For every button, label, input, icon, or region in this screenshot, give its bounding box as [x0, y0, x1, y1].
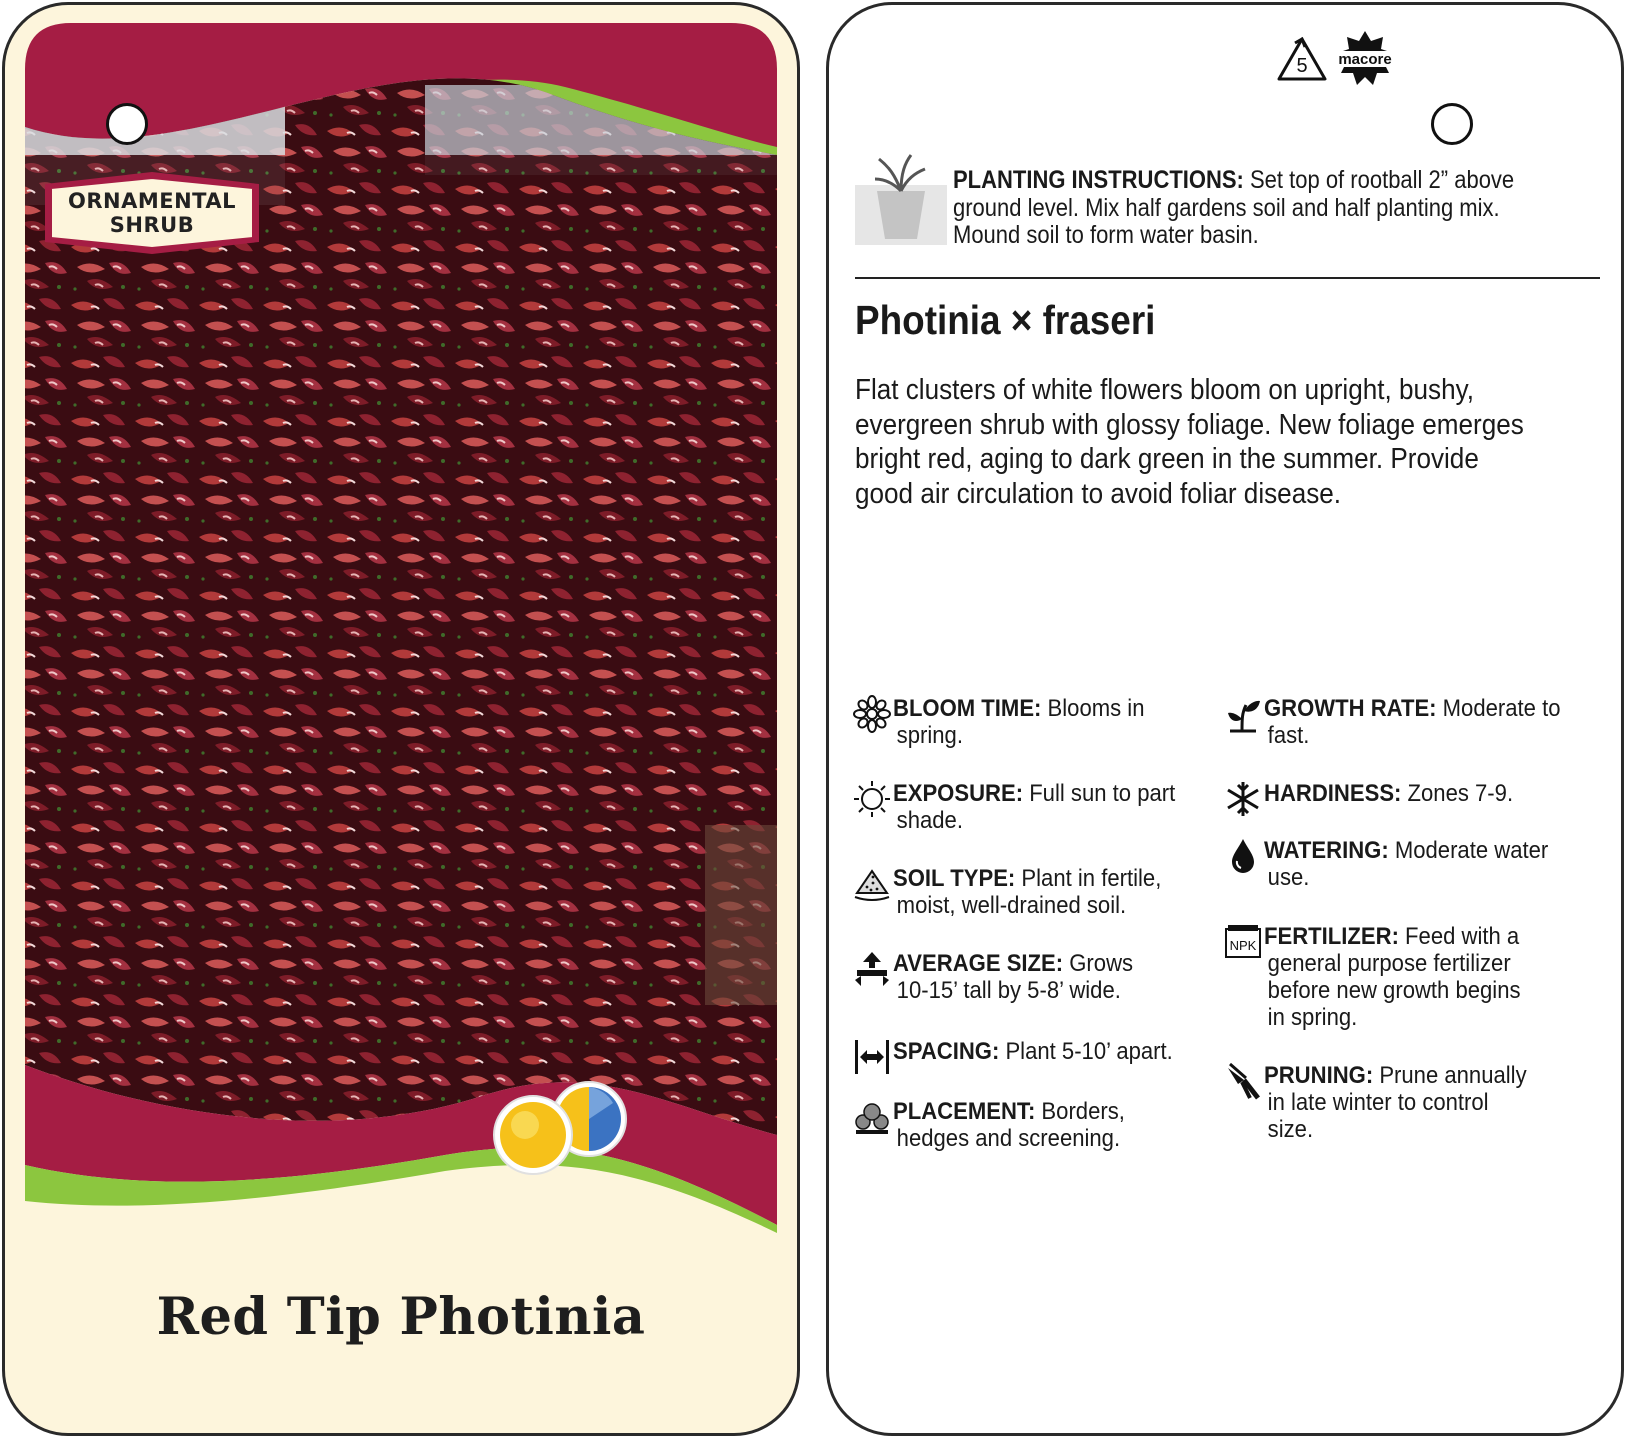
description-line: bright red, aging to dark green in the summer. Provide — [855, 443, 1479, 475]
fertilizer-value: Feed with a — [1398, 923, 1520, 950]
planting-line-2: ground level. Mix half gardens soil and half planting mix. — [953, 193, 1500, 222]
placement-label: PLACEMENT: — [893, 1098, 1036, 1125]
soil-type-value-cont: moist, well-drained soil. — [896, 892, 1127, 919]
hardiness-value: Zones 7-9. — [1401, 780, 1514, 807]
front-tag — [2, 2, 800, 1436]
badge-line-1: ORNAMENTAL — [68, 189, 236, 213]
fertilizer-value-cont: in spring. — [1267, 1004, 1358, 1031]
planting-line-3: Mound soil to form water basin. — [953, 221, 1259, 249]
hang-hole-front — [106, 103, 148, 145]
sun-outline-icon — [853, 780, 891, 818]
water-drop-icon — [1224, 837, 1262, 875]
description-line: evergreen shrub with glossy foliage. New foliage emerges — [855, 408, 1524, 441]
watering-value-cont: use. — [1267, 864, 1310, 891]
flower-icon — [853, 695, 891, 733]
npk-icon-text: NPK — [1229, 938, 1257, 953]
size-icon — [853, 950, 891, 988]
back-tag — [826, 2, 1624, 1436]
plant-common-name: Red Tip Photinia — [156, 1287, 646, 1347]
exposure-icons — [493, 1073, 633, 1181]
pruning-value-cont: in late winter to control — [1267, 1089, 1489, 1116]
scientific-name: Photinia × fraseri — [855, 297, 1156, 343]
bloom-time-value: Blooms in — [1041, 695, 1145, 722]
divider — [855, 277, 1600, 279]
snowflake-icon — [1224, 780, 1262, 818]
pruning-value-cont: size. — [1267, 1116, 1314, 1143]
bloom-time-label: BLOOM TIME: — [893, 695, 1042, 722]
sun-icon — [494, 1096, 572, 1174]
soil-type-label: SOIL TYPE: — [893, 865, 1016, 892]
watering-value: Moderate water — [1388, 837, 1549, 864]
placement-value-cont: hedges and screening. — [896, 1125, 1121, 1152]
growth-rate-label: GROWTH RATE: — [1264, 695, 1437, 722]
recycle-number: 5 — [1296, 55, 1308, 77]
sprout-icon — [1224, 695, 1262, 733]
pruners-icon — [1224, 1062, 1262, 1100]
hang-hole-back — [1431, 103, 1473, 145]
npk-icon — [1224, 923, 1262, 961]
description-line: good air circulation to avoid foliar disease. — [855, 477, 1342, 510]
soil-icon — [853, 865, 891, 903]
category-badge — [41, 170, 263, 256]
watering-label: WATERING: — [1264, 837, 1389, 864]
badge-line-2: SHRUB — [109, 213, 195, 237]
planting-instructions — [953, 167, 1569, 250]
plant-description — [855, 373, 1602, 511]
macore-logo — [1331, 29, 1399, 89]
exposure-value: Full sun to part — [1023, 780, 1176, 807]
spacing-label: SPACING: — [893, 1038, 1000, 1065]
growth-rate-value: Moderate to — [1436, 695, 1561, 722]
hardiness-label: HARDINESS: — [1264, 780, 1402, 807]
bloom-time-value-cont: spring. — [896, 722, 963, 749]
spacing-icon — [853, 1038, 891, 1076]
fertilizer-value-cont: general purpose fertilizer — [1267, 950, 1511, 977]
average-size-value: Grows — [1063, 950, 1134, 977]
exposure-label: EXPOSURE: — [893, 780, 1024, 807]
recycle-5-icon — [1275, 35, 1329, 85]
soil-type-value: Plant in fertile, — [1015, 865, 1162, 892]
average-size-value-cont: 10-15’ tall by 5-8’ wide. — [896, 977, 1121, 1004]
exposure-value-cont: shade. — [896, 807, 963, 834]
planting-line-1: Set top of rootball 2” above — [1243, 166, 1515, 194]
growth-rate-value-cont: fast. — [1267, 722, 1310, 749]
pruning-value: Prune annually — [1373, 1062, 1527, 1089]
planting-label: PLANTING INSTRUCTIONS: — [953, 166, 1244, 194]
placement-value: Borders, — [1035, 1098, 1125, 1125]
fertilizer-label: FERTILIZER: — [1264, 923, 1399, 950]
planting-pot-icon — [855, 149, 951, 249]
description-line: Flat clusters of white flowers bloom on upright, bushy, — [855, 374, 1474, 406]
fertilizer-value-cont: before new growth begins — [1267, 977, 1521, 1004]
macore-brand: macore — [1338, 51, 1392, 68]
pruning-label: PRUNING: — [1264, 1062, 1374, 1089]
spacing-value: Plant 5-10’ apart. — [999, 1038, 1173, 1065]
placement-icon — [853, 1098, 891, 1136]
average-size-label: AVERAGE SIZE: — [893, 950, 1064, 977]
